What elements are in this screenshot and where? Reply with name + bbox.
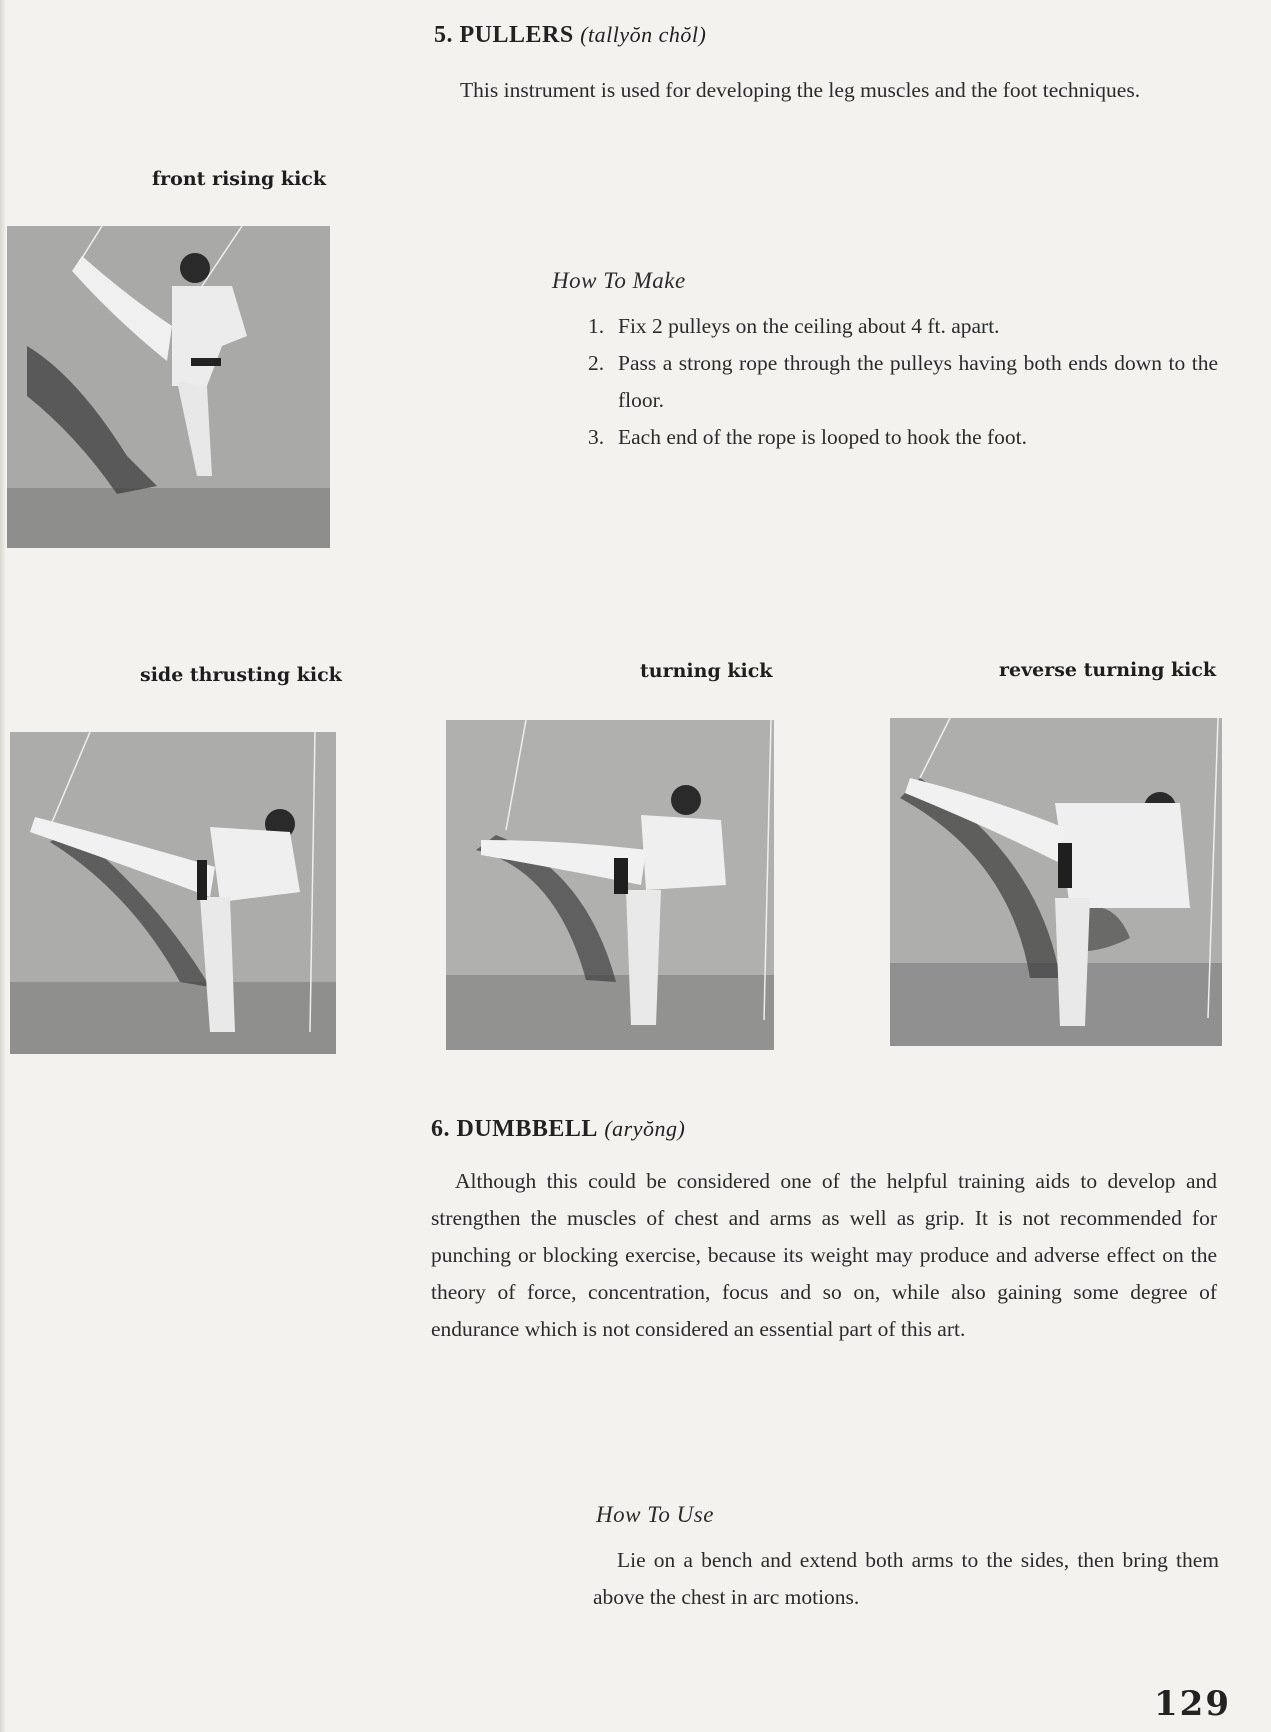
photo-front-rising-kick [7, 226, 330, 548]
how-to-make-heading: How To Make [552, 268, 686, 293]
caption-front-rising-kick: front rising kick [152, 168, 327, 190]
caption-reverse-turning-kick: reverse turning kick [999, 659, 1217, 681]
section-title: DUMBBELL [456, 1116, 598, 1142]
how-to-make-steps [588, 308, 1218, 456]
section-native-term: (tallyŏn chŏl) [580, 22, 707, 47]
photo-side-thrusting-kick [10, 732, 336, 1054]
list-item: 3. Each end of the rope is looped to hook the foot. [588, 425, 1027, 449]
caption-side-thrusting-kick: side thrusting kick [140, 664, 342, 686]
section-native-term: (aryŏng) [604, 1116, 686, 1141]
page-edge [0, 0, 6, 1732]
section-heading-dumbbell [431, 1116, 685, 1143]
list-item: 2. Pass a strong rope through the pulleys having both ends down to the floor. [588, 351, 1218, 412]
section-title: PULLERS [459, 22, 574, 48]
how-to-use-heading: How To Use [596, 1502, 714, 1527]
how-to-use-text: Lie on a bench and extend both arms to the sides, then bring them above the chest in arc motions. [593, 1548, 1219, 1609]
caption-turning-kick: turning kick [640, 660, 773, 682]
photo-turning-kick [446, 720, 774, 1050]
pullers-intro: This instrument is used for developing the leg muscles and the foot techniques. [460, 78, 1141, 102]
list-item: 1. Fix 2 pulleys on the ceiling about 4 ft. apart. [588, 314, 1000, 338]
dumbbell-description: Although this could be considered one of the helpful training aids to develop and strengthen the muscles of chest and arms as well as grip. It is not recommended for punching or blocking exercise, because its weight may produce and adverse effect on the theory of force, concentration, focus and so on, while also gaining some degree of endurance which is not considered an essential part of this art. [431, 1169, 1217, 1341]
section-heading-pullers [434, 22, 706, 49]
section-number: 5. [434, 22, 453, 48]
section-number: 6. [431, 1116, 450, 1142]
photo-reverse-turning-kick [890, 718, 1222, 1046]
page-number: 129 [1154, 1684, 1231, 1724]
